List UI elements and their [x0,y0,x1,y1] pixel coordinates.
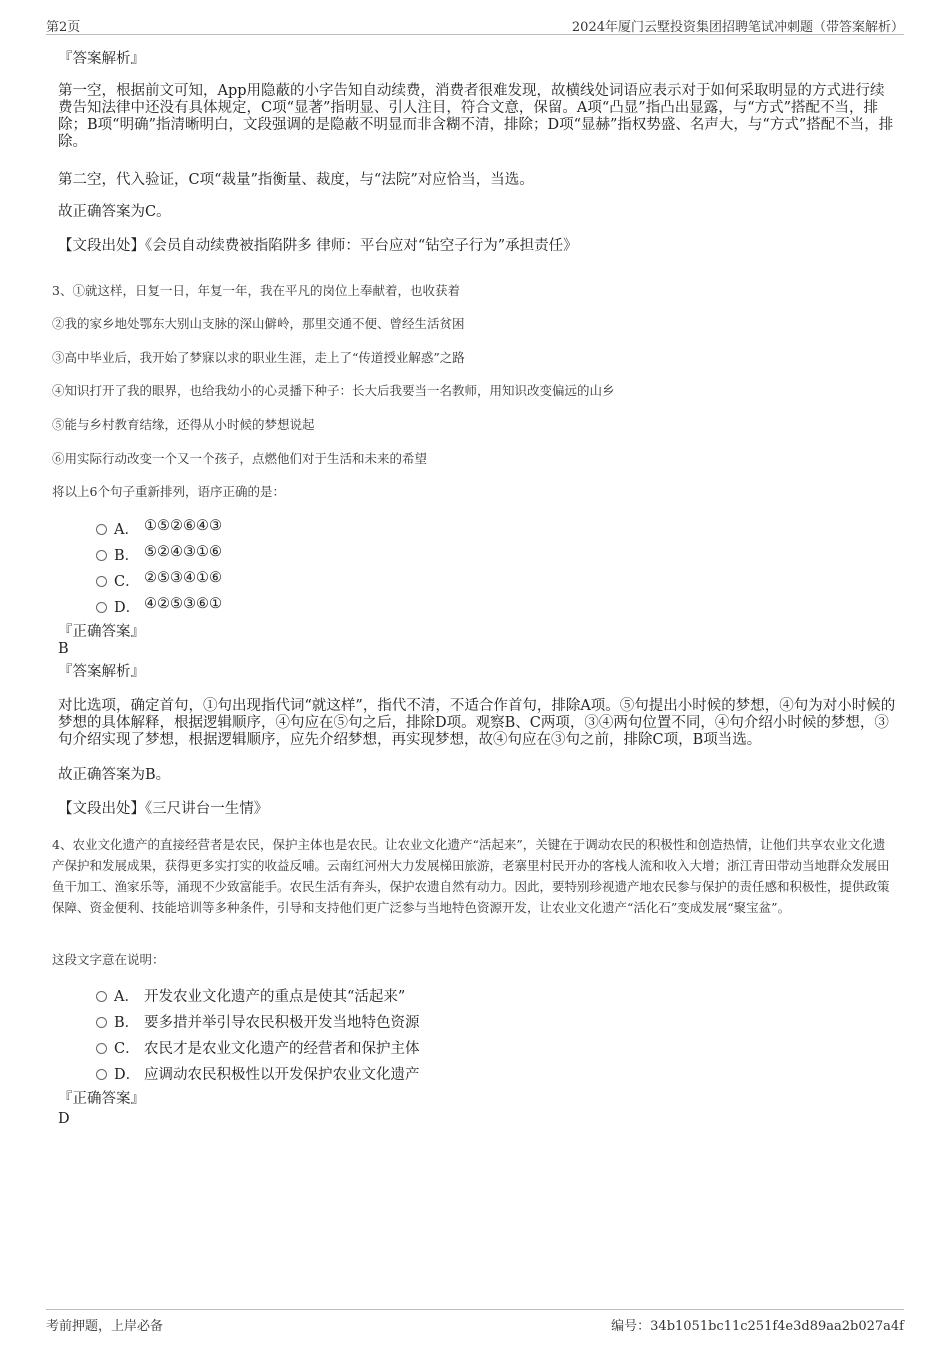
radio-icon[interactable] [96,524,107,535]
q3-option-b[interactable] [96,542,876,568]
page-header [46,14,904,35]
page-number: 第2页 [46,20,81,35]
option-letter: D． [114,600,141,616]
radio-icon[interactable] [96,602,107,613]
q3-source: 【文段出处】《三尺讲台一生情》 [58,801,269,817]
q4-option-b[interactable] [96,1009,876,1035]
option-text: ②⑤③④①⑥ [144,570,222,586]
option-text: 应调动农民积极性以开发保护农业文化遗产 [144,1067,420,1083]
radio-icon[interactable] [96,576,107,587]
q4-answer-label: 『正确答案』 [58,1091,145,1107]
option-letter: A． [114,522,139,538]
option-letter: A． [114,989,139,1005]
q4-option-a[interactable] [96,983,876,1009]
radio-icon[interactable] [96,1069,107,1080]
q4-options [96,983,876,1087]
q3-sentence-5: ⑤能与乡村教育结缘，还得从小时候的梦想说起 [52,417,315,432]
q3-sentence-1: 3、①就这样，日复一日，年复一年，我在平凡的岗位上奉献着，也收获着 [52,283,460,298]
q3-options [96,516,876,620]
option-text: ④②⑤③⑥① [144,596,222,612]
q2-conclusion: 故正确答案为C。 [58,204,171,220]
q3-sentence-3: ③高中毕业后，我开始了梦寐以求的职业生涯，走上了“传道授业解惑”之路 [52,350,465,365]
q3-conclusion: 故正确答案为B。 [58,767,171,783]
radio-icon[interactable] [96,1017,107,1028]
q3-answer: B [58,641,69,657]
radio-icon[interactable] [96,991,107,1002]
q3-option-c[interactable] [96,568,876,594]
footer-serial: 编号：34b1051bc11c251f4e3d89aa2b027a4f [611,1319,904,1334]
q4-prompt: 这段文字意在说明： [52,952,165,967]
option-letter: B． [114,548,140,564]
option-text: 要多措并举引导农民积极开发当地特色资源 [144,1015,420,1031]
radio-icon[interactable] [96,550,107,561]
option-text: 农民才是农业文化遗产的经营者和保护主体 [144,1041,420,1057]
q2-source: 【文段出处】《会员自动续费被指陷阱多 律师：平台应对“钻空子行为”承担责任》 [58,238,578,254]
q4-stem: 4、农业文化遗产的直接经营者是农民，保护主体也是农民。让农业文化遗产“活起来”，关键在于调动农民的积极性和创造热情，让他们共享农业文化遗产保护和发展成果，获得更多实打实的收益反哺。云南红河州大力发展梯田旅游，老寨里村民开办的客栈人流和收入大增；浙江青田带动当地群众发展田鱼干加工、渔家乐等，涌现不少致富能手。农民生活有奔头，保护农遗自然有动力。因此，要特别珍视遗产地农民参与保护的责任感和积极性，提供政策保障、资金便利、技能培训等多种条件，引导和支持他们更广泛参与当地特色资源开发，让农业文化遗产“活化石”变成发展“聚宝盆”。 [52,837,890,915]
q3-sentence-6: ⑥用实际行动改变一个又一个孩子，点燃他们对于生活和未来的希望 [52,451,428,466]
q3-analysis: 对比选项，确定首句，①句出现指代词“就这样”，指代不清，不适合作首句，排除A项。⑤句提出小时候的梦想，④句为对小时候的梦想的具体解释，根据逻辑顺序，④句应在⑤句之后，排除D项。观察B、C两项，③④两句位置不同，④句介绍小时候的梦想，③句介绍实现了梦想，根据逻辑顺序，应先介绍梦想，再实现梦想，故④句应在③句之前，排除C项，B项当选。 [58,698,896,748]
footer-slogan: 考前押题，上岸必备 [46,1319,164,1334]
option-letter: C． [114,1041,140,1057]
option-text: ⑤②④③①⑥ [144,544,222,560]
q2-analysis-paragraph-1: 第一空，根据前文可知，App用隐蔽的小字告知自动续费，消费者很难发现，故横线处词语应表示对于如何采取明显的方式进行续费告知法律中还没有具体规定，C项“显著”指明显、引人注目，符合文意，保留。A项“凸显”指凸出显露，与“方式”搭配不当，排除；B项“明确”指清晰明白，文段强调的是隐蔽不明显而非含糊不清，排除；D项“显赫”指权势盛、名声大，与“方式”搭配不当，排除。 [58,83,894,150]
option-text: ①⑤②⑥④③ [144,518,222,534]
q4-option-d[interactable] [96,1061,876,1087]
option-text: 开发农业文化遗产的重点是使其“活起来” [144,989,406,1005]
option-letter: B． [114,1015,140,1031]
q3-answer-label: 『正确答案』 [58,624,145,640]
q4-answer: D [58,1111,70,1127]
q3-prompt: 将以上6个句子重新排列，语序正确的是： [52,484,285,499]
q3-sentence-2: ②我的家乡地处鄂东大别山支脉的深山僻岭，那里交通不便、曾经生活贫困 [52,316,465,331]
q3-analysis-label: 『答案解析』 [58,664,145,680]
document-title: 2024年厦门云墅投资集团招聘笔试冲刺题（带答案解析） [571,20,904,35]
radio-icon[interactable] [96,1043,107,1054]
q3-option-d[interactable] [96,594,876,620]
q2-analysis-label: 『答案解析』 [58,51,145,67]
option-letter: C． [114,574,140,590]
page-footer [46,1309,904,1334]
q3-option-a[interactable] [96,516,876,542]
q2-analysis-paragraph-2: 第二空，代入验证，C项“裁量”指衡量、裁度，与“法院”对应恰当，当选。 [58,172,534,188]
q3-sentence-4: ④知识打开了我的眼界，也给我幼小的心灵播下种子：长大后我要当一名教师，用知识改变偏远的山乡 [52,383,615,398]
q4-option-c[interactable] [96,1035,876,1061]
option-letter: D． [114,1067,141,1083]
